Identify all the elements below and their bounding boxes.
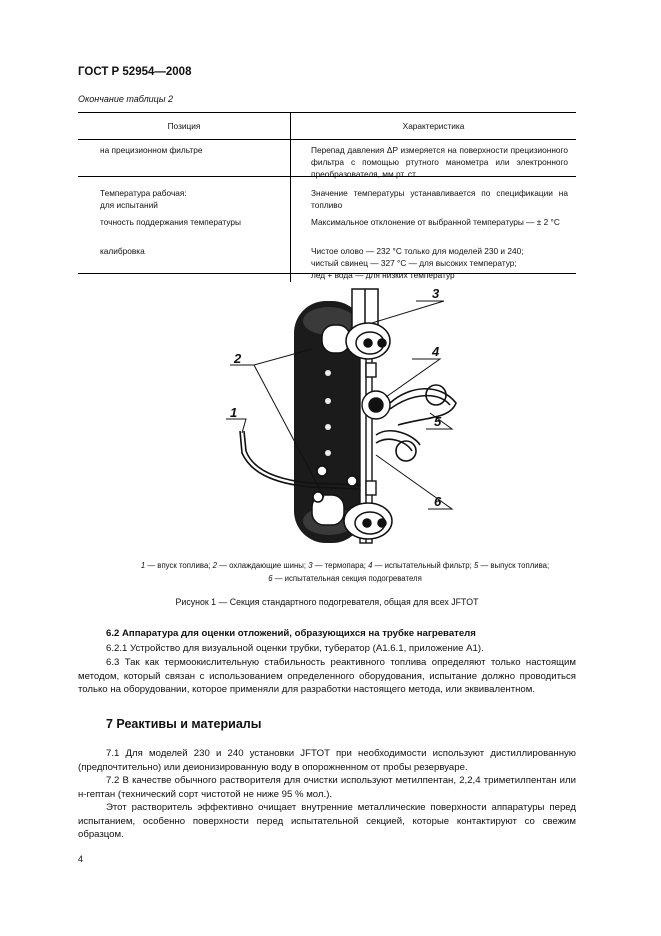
legend-text: — испытательная секция подогревателя xyxy=(272,574,422,583)
callout-1: 1 xyxy=(230,405,238,420)
table-bottom-rule xyxy=(78,273,576,274)
heater-section-figure xyxy=(200,285,460,557)
legend-num: 4 xyxy=(368,561,373,570)
table-header-row xyxy=(78,113,576,140)
legend-text: — термопара; xyxy=(312,561,369,570)
table-row xyxy=(78,181,576,212)
document-header: ГОСТ Р 52954—2008 xyxy=(78,66,192,78)
paragraph-7-1: 7.1 Для моделей 230 и 240 установки JFTOT при необходимости используют дистиллированную (предпочтительно) или деионизированную воду в опорожненном от пробы резервуаре. xyxy=(78,748,576,773)
table-row-divider xyxy=(78,176,576,177)
table-cell-characteristic: Максимальное отклонение от выбранной температуры — ± 2 °С xyxy=(311,217,560,227)
table-row xyxy=(78,140,576,182)
position-line: для испытаний xyxy=(100,200,158,210)
legend-num: 5 xyxy=(473,561,479,570)
table-cell-position: на прецизионном фильтре xyxy=(78,140,291,182)
callout-5: 5 xyxy=(434,414,442,429)
legend-text: — охлаждающие шины; xyxy=(216,561,309,570)
table-row xyxy=(78,212,576,241)
callout-4: 4 xyxy=(432,344,440,359)
table-cell-position xyxy=(78,181,291,212)
table-cell-position: точность поддержания температуры xyxy=(78,212,291,241)
section-7-heading: 7 Реактивы и материалы xyxy=(106,717,262,731)
legend-num: 2 xyxy=(212,561,217,570)
callout-3: 3 xyxy=(432,286,440,301)
paragraph-7-2: 7.2 В качестве обычного растворителя для очистки используют метилпентан, 2,2,4 триметилпентан или н-гептан (технический сорт чистотой не ниже 95 % мол.). xyxy=(78,775,576,800)
table-cell-characteristic: Перепад давления ΔP измеряется на поверхности прецизионного фильтра с помощью ртутного манометра или электронного преобразователя, мм рт. ст. xyxy=(311,145,568,179)
legend-text: — выпуск топлива; xyxy=(478,561,550,570)
legend-text: — испытательный фильтр; xyxy=(372,561,474,570)
legend-num: 3 xyxy=(308,561,313,570)
legend-num: 1 xyxy=(140,561,146,570)
callout-2: 2 xyxy=(234,351,242,366)
figure-legend xyxy=(110,559,580,585)
characteristic-line: чистый свинец — 327 °С — для высоких температур; xyxy=(311,258,517,268)
position-line: Температура рабочая: xyxy=(100,188,187,198)
section-6-2-heading: 6.2 Аппаратура для оценки отложений, образующихся на трубке нагревателя xyxy=(106,628,476,639)
characteristic-line: лед + вода — для низких температур xyxy=(311,270,455,280)
paragraph-7-2-cont: Этот растворитель эффективно очищает внутренние металлические поверхности аппаратуры перед испытанием, особенно поверхности перед испытательной секцией, которые контактируют со свежим образцом. xyxy=(78,802,576,840)
figure-caption: Рисунок 1 — Секция стандартного подогревателя, общая для всех JFTOT xyxy=(175,597,479,607)
table-cell-characteristic: Значение температуры устанавливается по спецификации на топливо xyxy=(311,188,568,210)
table-cell-characteristic xyxy=(291,241,577,282)
characteristic-line: Чистое олово — 232 °С только для моделей 230 и 240; xyxy=(311,246,524,256)
table-row xyxy=(78,241,576,282)
table-cell-position: калибровка xyxy=(78,241,291,282)
legend-text: — впуск топлива; xyxy=(145,561,213,570)
callout-6: 6 xyxy=(434,494,442,509)
paragraph-6-3: 6.3 Так как термоокислительную стабильность реактивного топлива определяют только настоящим методом, который связан с использованием определенного оборудования, испытание должно проводиться только на оборудовании, которое применяли для разработки настоящего метода, или эквивалентном. xyxy=(78,657,576,695)
column-header-position: Позиция xyxy=(78,113,291,140)
legend-num: 6 xyxy=(268,574,273,583)
table-caption: Окончание таблицы 2 xyxy=(78,94,173,104)
bus-bar-top xyxy=(322,323,390,359)
page-number: 4 xyxy=(78,854,84,864)
paragraph-6-2-1: 6.2.1 Устройство для визуальной оценки трубки, тубератор (А1.6.1, приложение А1). xyxy=(106,643,484,654)
column-header-characteristic: Характеристика xyxy=(291,113,577,140)
spec-table xyxy=(78,113,576,282)
